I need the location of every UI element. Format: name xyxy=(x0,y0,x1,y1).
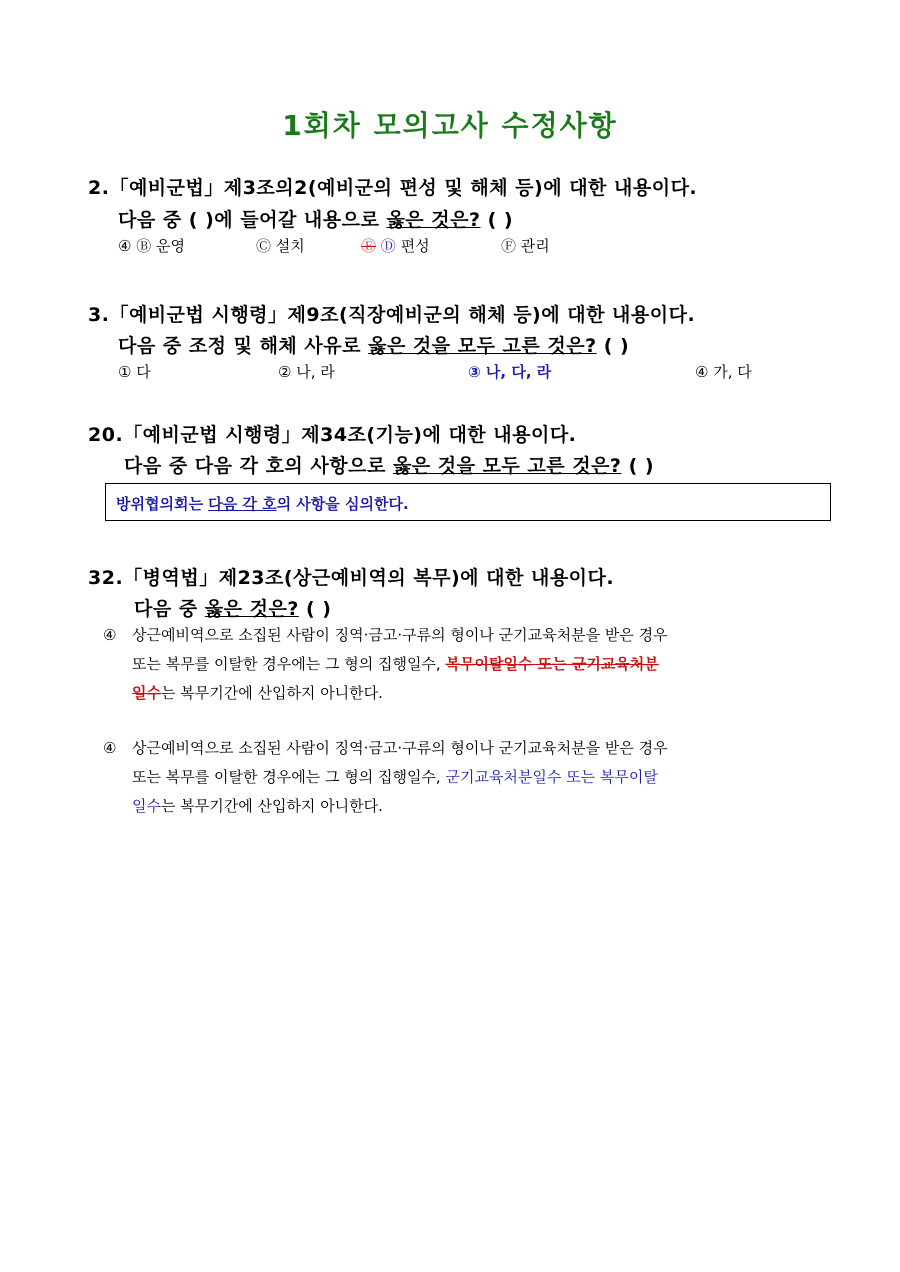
corrected-choice-line-2-text: 또는 복무를 이탈한 경우에는 그 형의 집행일수, xyxy=(132,768,446,786)
question-32-prompt-underlined: 옳은 것은? xyxy=(204,598,299,620)
question-20-prompt-underlined: 옳은 것을 모두 고른 것은? xyxy=(392,455,622,477)
question-2-option-1: ④ Ⓑ 운영 xyxy=(118,237,185,255)
question-2-answer-blank: ( ) xyxy=(480,209,514,231)
page-title: 1회차 모의고사 수정사항 xyxy=(282,109,618,142)
question-2-options xyxy=(118,235,818,255)
question-3-option-4: ④ 가, 다 xyxy=(695,363,752,381)
question-32-prompt xyxy=(134,594,331,621)
corrected-choice-inserted-text: 군기교육처분일수 또는 복무이탈 xyxy=(445,768,658,786)
question-3-prompt-text: 다음 중 조정 및 해체 사유로 xyxy=(118,335,369,357)
question-20-quote-underlined: 다음 각 호 xyxy=(208,495,277,513)
original-choice-deleted-text-cont: 일수 xyxy=(132,684,161,702)
question-3-prompt-underlined: 옳은 것을 모두 고른 것은? xyxy=(368,335,597,357)
question-32-original-number: ④ xyxy=(103,626,117,644)
corrected-choice-line-3-text: 는 복무기간에 산입하지 아니한다. xyxy=(160,797,383,815)
question-2-option-4: Ⓕ 관리 xyxy=(501,237,550,255)
original-choice-line-1: 상근예비역으로 소집된 사람이 징역·금고·구류의 형이나 군기교육처분을 받은 경우 xyxy=(132,626,668,644)
question-3-answer-blank: ( ) xyxy=(596,335,630,357)
question-20-quote-box xyxy=(105,483,831,521)
original-choice-line-2-text: 또는 복무를 이탈한 경우에는 그 형의 집행일수, xyxy=(132,655,446,673)
question-3-option-2: ② 나, 라 xyxy=(278,363,335,381)
corrected-choice-line-1: 상근예비역으로 소집된 사람이 징역·금고·구류의 형이나 군기교육처분을 받은 경우 xyxy=(132,739,668,757)
question-3-option-3: ③ 나, 다, 라 xyxy=(468,363,552,381)
question-2-stem: 2.「예비군법」제3조의2(예비군의 편성 및 해체 등)에 대한 내용이다. xyxy=(88,177,698,199)
question-2-option-3 xyxy=(361,235,430,256)
question-20-stem: 20.「예비군법 시행령」제34조(기능)에 대한 내용이다. xyxy=(88,424,577,446)
original-choice-deleted-text: 복무이탈일수 또는 군기교육처분 xyxy=(445,655,659,673)
question-2-prompt-underlined: 옳은 것은? xyxy=(386,209,481,231)
original-choice-line-3-text: 는 복무기간에 산입하지 아니한다. xyxy=(160,684,383,702)
original-choice-line-2 xyxy=(132,650,838,679)
question-20-prompt-text: 다음 중 다음 각 호의 사항으로 xyxy=(124,455,393,477)
original-choice-line-3 xyxy=(132,679,838,708)
corrected-choice-line-3 xyxy=(132,792,838,821)
question-32-original-choice xyxy=(103,621,838,708)
question-20-quote-post: 의 사항을 심의한다. xyxy=(276,495,409,513)
question-32-corrected-number: ④ xyxy=(103,739,117,757)
question-2-option-2: Ⓒ 설치 xyxy=(256,237,305,255)
question-2-option-3-new: Ⓓ xyxy=(380,237,396,255)
question-20-prompt xyxy=(124,451,654,478)
question-32-prompt-text: 다음 중 xyxy=(134,598,205,620)
corrected-choice-inserted-text-cont: 일수 xyxy=(132,797,161,815)
corrected-choice-line-2 xyxy=(132,763,838,792)
question-3-stem: 3.「예비군법 시행령」제9조(직장예비군의 해체 등)에 대한 내용이다. xyxy=(88,304,696,326)
question-32-stem: 32.「병역법」제23조(상근예비역의 복무)에 대한 내용이다. xyxy=(88,567,615,589)
question-20-quote-text xyxy=(116,493,409,514)
question-20-quote-pre: 방위협의회는 xyxy=(116,495,209,513)
question-2-prompt-text: 다음 중 ( )에 들어갈 내용으로 xyxy=(118,209,387,231)
question-3-prompt xyxy=(118,331,629,358)
question-32-corrected-choice xyxy=(103,734,838,821)
question-32-answer-blank: ( ) xyxy=(298,598,332,620)
question-2-option-3-old: Ⓔ xyxy=(361,237,377,255)
question-3-options xyxy=(118,361,818,381)
question-2-option-3-text: 편성 xyxy=(395,237,430,255)
question-3-option-1: ① 다 xyxy=(118,363,151,381)
question-20-answer-blank: ( ) xyxy=(621,455,655,477)
question-2-prompt xyxy=(118,205,513,232)
